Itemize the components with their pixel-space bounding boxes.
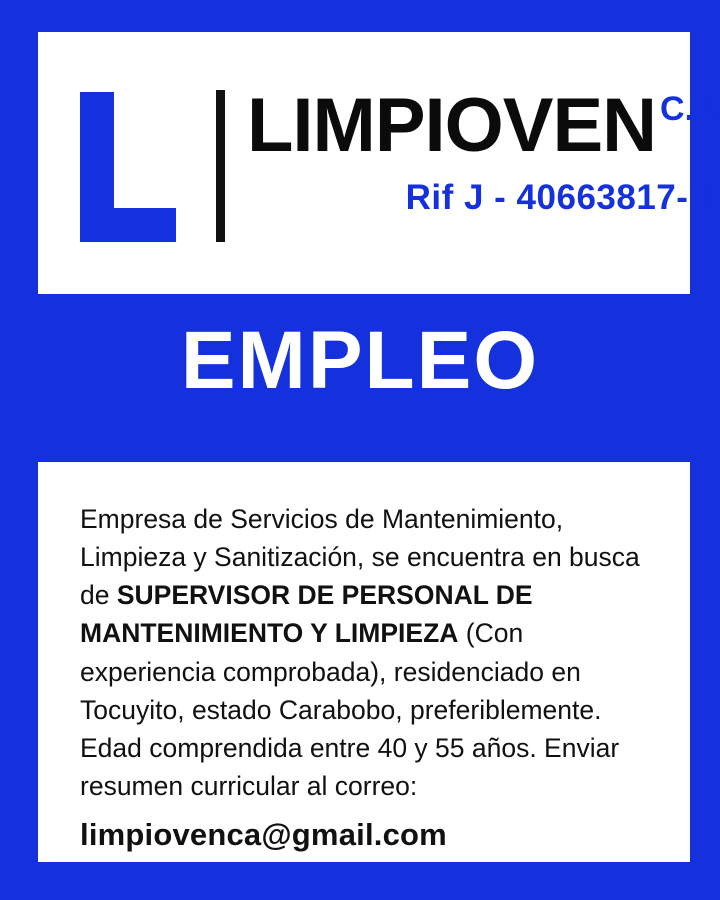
company-legal-suffix: C.A (660, 90, 719, 128)
job-description (80, 500, 648, 805)
logo-card (38, 32, 719, 294)
logo-divider (216, 90, 225, 242)
body-card (38, 462, 690, 862)
job-role-title: SUPERVISOR DE PERSONAL DE MANTENIMIENTO Y LIMPIEZA (80, 580, 533, 649)
letter-l-horizontal-stroke (80, 208, 176, 242)
job-description-intro: Empresa de Servicios de Mantenimiento, Limpieza y Sanitización, se encuentra en busca de (80, 504, 640, 611)
logo-inner (38, 83, 719, 242)
company-rif: Rif J - 40663817- 0 (405, 178, 719, 217)
logo-text-block (247, 83, 719, 218)
company-wordmark: LIMPIOVEN (247, 83, 657, 168)
contact-email[interactable]: limpiovenca@gmail.com (80, 817, 447, 853)
page-title: EMPLEO (180, 315, 540, 406)
wordmark-row (247, 83, 719, 168)
job-description-details: (Con experiencia comprobada), residenciado en Tocuyito, estado Carabobo, preferiblemente. Edad comprendida entre 40 y 55 años. Enviar resumen curricular al correo: (80, 618, 620, 802)
letter-l-logo-icon (80, 92, 190, 242)
